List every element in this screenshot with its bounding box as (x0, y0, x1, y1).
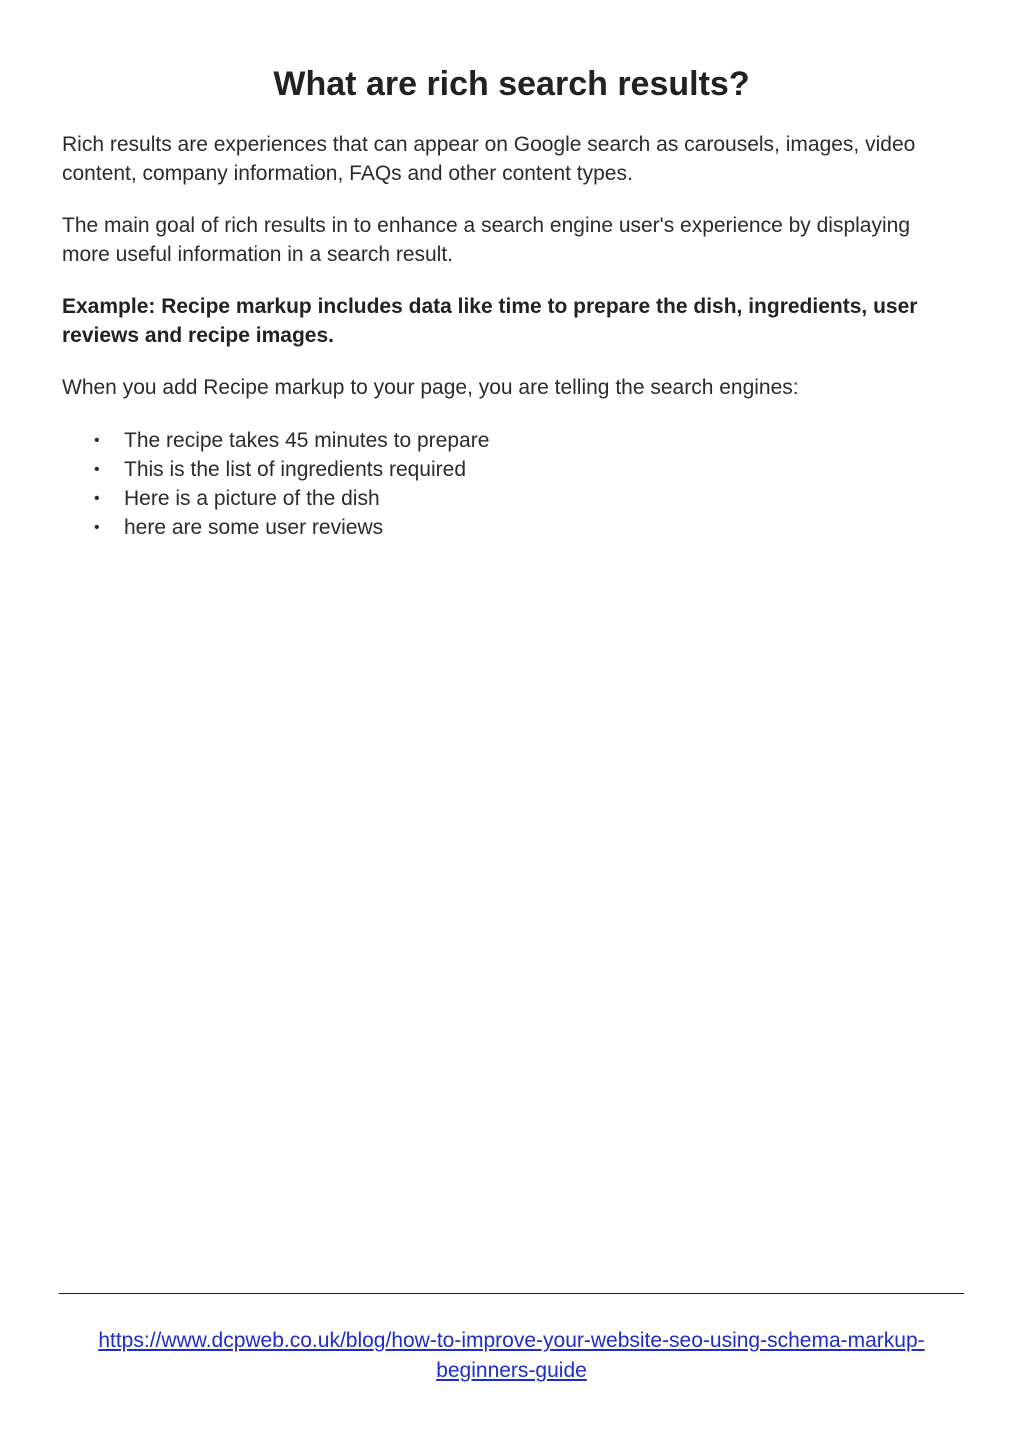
intro-paragraph: Rich results are experiences that can appear on Google search as carousels, images, video content, company information, FAQs and other content types. (62, 133, 916, 185)
article-body (62, 130, 952, 542)
list-item (94, 513, 952, 542)
page-title: What are rich search results? (273, 65, 750, 103)
list-item (94, 484, 952, 513)
bullet-icon: • (94, 432, 100, 449)
list-item (94, 426, 952, 455)
list-item (94, 455, 952, 484)
markup-intro-paragraph: When you add Recipe markup to your page, you are telling the search engines: (62, 376, 799, 399)
list-item-text: here are some user reviews (124, 516, 384, 539)
markup-bullet-list (62, 426, 952, 542)
example-paragraph: Example: Recipe markup includes data like time to prepare the dish, ingredients, user reviews and recipe images. (62, 295, 918, 347)
bullet-icon: • (94, 490, 100, 507)
list-item-text: This is the list of ingredients required (124, 458, 466, 481)
goal-paragraph: The main goal of rich results in to enhance a search engine user's experience by displaying more useful information in a search result. (62, 214, 910, 266)
bullet-icon: • (94, 519, 100, 536)
source-link[interactable]: https://www.dcpweb.co.uk/blog/how-to-improve-your-website-seo-using-schema-markup-beginners-guide (98, 1329, 925, 1382)
footer (80, 1326, 943, 1386)
list-item-text: The recipe takes 45 minutes to prepare (124, 429, 490, 452)
bullet-icon: • (94, 461, 100, 478)
footer-divider (59, 1293, 964, 1294)
list-item-text: Here is a picture of the dish (124, 487, 380, 510)
